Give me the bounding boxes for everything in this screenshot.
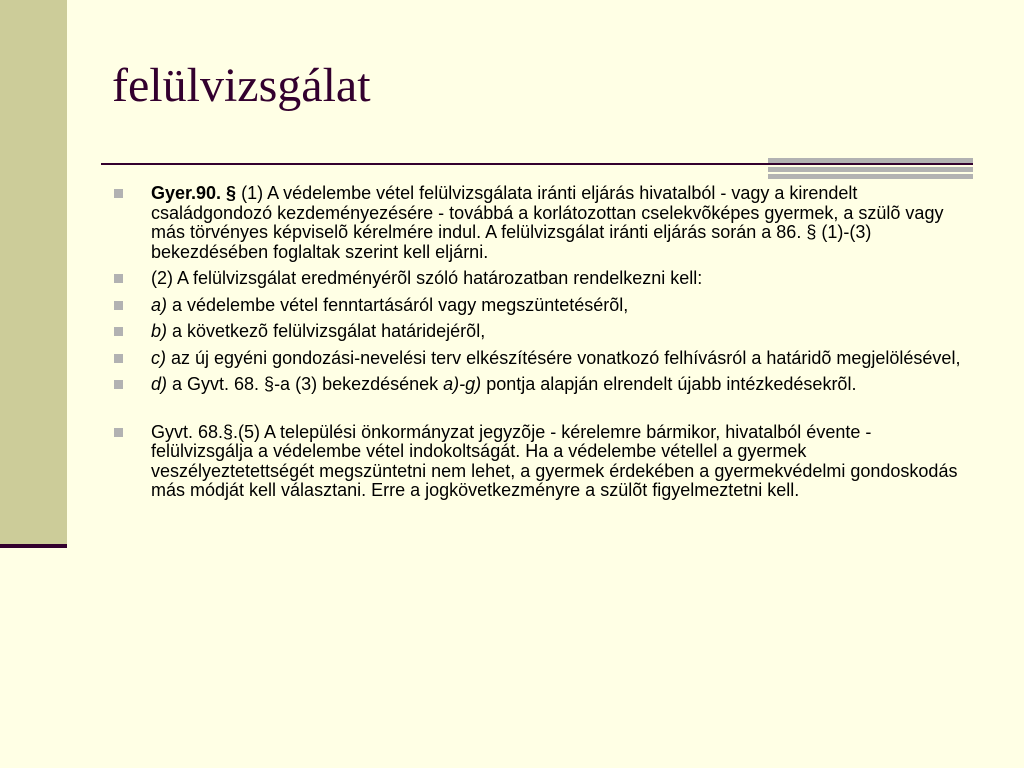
decorative-gray-bar xyxy=(768,167,973,172)
bullet-text: a következõ felülvizsgálat határidejérõl, xyxy=(167,321,486,341)
decorative-gray-bar xyxy=(768,174,973,179)
title-divider-line xyxy=(101,163,973,165)
left-decorative-stripe xyxy=(0,0,67,545)
bullet-square-icon xyxy=(114,189,123,198)
bullet-text-after: pontja alapján elrendelt újabb intézkedésekrõl. xyxy=(481,374,857,394)
bullet-item-point-a xyxy=(112,296,972,316)
left-stripe-underline xyxy=(0,544,67,548)
bullet-prefix-italic: a) xyxy=(151,294,168,315)
bullet-prefix-italic: d) xyxy=(151,374,168,394)
bullet-item-gyvt-68 xyxy=(112,423,972,501)
bullet-square-icon xyxy=(114,274,123,283)
decorative-gray-bar xyxy=(768,158,973,163)
bullet-square-icon xyxy=(114,301,123,310)
bullet-prefix-italic: b) xyxy=(151,321,168,341)
bullet-text: Gyvt. 68.§.(5) A települési önkormányzat jegyzõje - kérelemre bármikor, hivatalból évente - felülvizsgálja a védelembe vétel indokoltságát. Ha a védelembe vétellel a gyermek veszélyeztetettségét megszüntetni nem lehet, a gyermek érdekében a gyermekvédelmi gondoskodás más módját kell választani. Erre a jogkövetkezményre a szülõt figyelmeztetni kell. xyxy=(151,421,958,500)
bullet-square-icon xyxy=(114,327,123,336)
bullet-item-point-d xyxy=(112,375,972,395)
bullet-text: (2) A felülvizsgálat eredményérõl szóló határozatban rendelkezni kell: xyxy=(151,268,703,288)
bullet-text: az új egyéni gondozási-nevelési terv elkészítésére vonatkozó felhívásról a határidõ megjelölésével, xyxy=(166,347,961,368)
bullet-list xyxy=(112,184,972,508)
bullet-lead-bold: Gyer.90. § xyxy=(151,183,237,203)
slide-title: felülvizsgálat xyxy=(112,59,371,112)
bullet-item-paragraph-2 xyxy=(112,269,972,289)
bullet-square-icon xyxy=(114,354,123,363)
bullet-square-icon xyxy=(114,428,123,437)
bullet-text: (1) A védelembe vétel felülvizsgálata iránti eljárás hivatalból - vagy a kirendelt családgondozó kezdeményezésére - továbbá a korlátozottan cselekvõképes gyermek, a szülõ vagy más törvényes képviselõ kérelmére indul. A felülvizsgálat iránti eljárás során a 86. § (1)-(3) bekezdésében foglaltak szerint kell eljárni. xyxy=(151,183,944,262)
bullet-italic-reference: a)-g) xyxy=(443,374,482,394)
bullet-prefix-italic: c) xyxy=(151,347,166,368)
bullet-item-point-c xyxy=(112,349,972,369)
bullet-item-gyer90 xyxy=(112,184,972,262)
bullet-square-icon xyxy=(114,380,123,389)
bullet-text-before: a Gyvt. 68. §-a (3) bekezdésének xyxy=(167,374,444,394)
bullet-item-point-b xyxy=(112,322,972,342)
bullet-text: a védelembe vétel fenntartásáról vagy megszüntetésérõl, xyxy=(167,294,629,315)
